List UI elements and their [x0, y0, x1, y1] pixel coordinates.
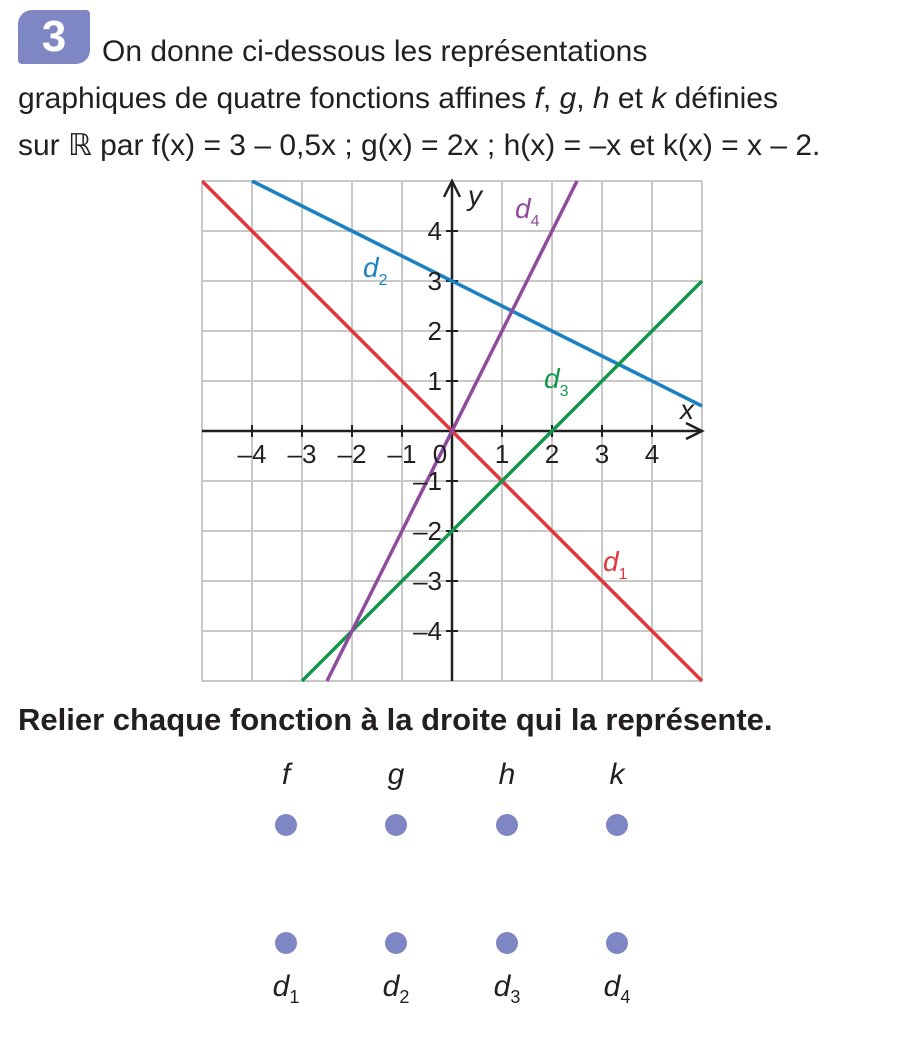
line-dot-d1[interactable] — [275, 932, 297, 954]
x-tick-label: –3 — [287, 439, 317, 469]
line-dot-d3[interactable] — [496, 932, 518, 954]
x-tick-label: 2 — [544, 439, 560, 469]
x-tick-label: –2 — [337, 439, 367, 469]
line-label-d3: $d_3$ — [544, 363, 569, 400]
line-label-d3: $d_3$ — [493, 970, 521, 1007]
statement-line-2: graphiques de quatre fonctions affines f, g, h et k définies — [18, 82, 778, 115]
line-label-d2: $d_2$ — [363, 252, 388, 289]
function-dot-f[interactable] — [275, 814, 297, 836]
y-tick-label: 3 — [427, 266, 442, 296]
line-label-d4: $d_4$ — [515, 193, 540, 230]
x-tick-label: 1 — [494, 439, 510, 469]
x-tick-label: 3 — [594, 439, 610, 469]
function-dot-k[interactable] — [606, 814, 628, 836]
statement-line-1: On donne ci-dessous les représentations — [102, 35, 648, 68]
y-tick-label: 1 — [427, 366, 442, 396]
function-label-g: g — [387, 758, 405, 791]
tick-labels — [238, 180, 695, 646]
function-dot-g[interactable] — [385, 814, 407, 836]
line-dot-d2[interactable] — [385, 932, 407, 954]
y-tick-label: 2 — [427, 316, 442, 346]
x-tick-label: –1 — [387, 439, 417, 469]
line-label-d4: $d_4$ — [603, 970, 631, 1007]
function-dot-h[interactable] — [496, 814, 518, 836]
statement-line-3: sur ℝ par f(x) = 3 – 0,5x ; g(x) = 2x ; h(x) = –x et k(x) = x – 2. — [18, 129, 821, 162]
exercise-number-badge: 3 — [18, 10, 90, 64]
y-tick-label: –4 — [413, 616, 442, 646]
line-label-d1: $d_1$ — [603, 546, 628, 583]
function-label-h: h — [498, 758, 516, 791]
line-label-d2: $d_2$ — [382, 970, 410, 1007]
series-line-d2 — [252, 181, 702, 406]
x-tick-label: 0 — [432, 439, 448, 469]
y-tick-label: 4 — [427, 216, 442, 246]
line-label-d1: $d_1$ — [272, 970, 300, 1007]
y-axis-label: y — [468, 180, 482, 211]
x-axis-label: x — [680, 394, 694, 425]
function-label-k: k — [609, 758, 625, 791]
x-tick-label: –4 — [237, 439, 267, 469]
instruction-text: Relier chaque fonction à la droite qui la représente. — [18, 702, 773, 737]
function-label-f: f — [281, 758, 291, 791]
y-tick-label: –1 — [413, 466, 442, 496]
y-tick-label: –2 — [413, 516, 442, 546]
y-tick-label: –3 — [413, 566, 442, 596]
x-tick-label: 4 — [644, 439, 660, 469]
line-dot-d4[interactable] — [606, 932, 628, 954]
